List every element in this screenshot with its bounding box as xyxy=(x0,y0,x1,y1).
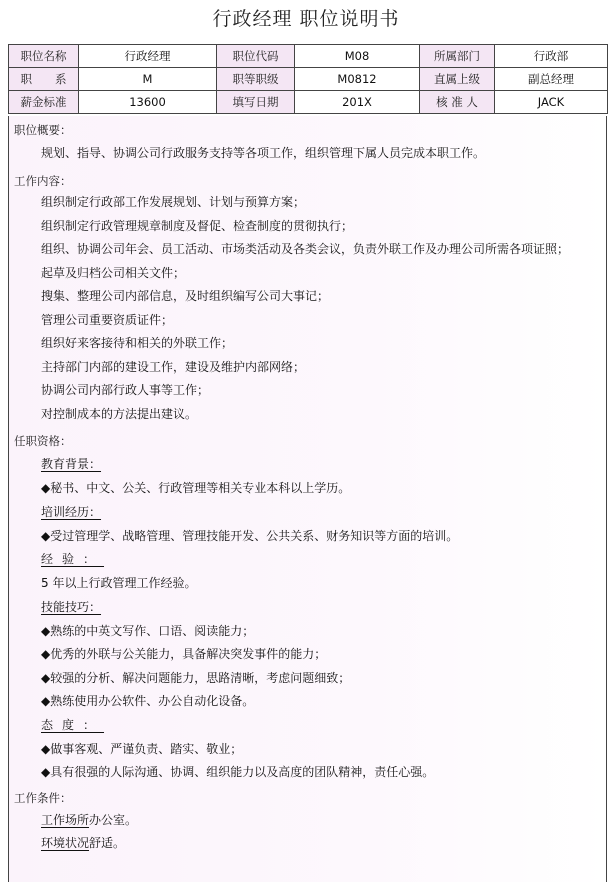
duty-item: 管理公司重要资质证件； xyxy=(41,312,174,327)
duty-item: 起草及归档公司相关文件； xyxy=(41,265,186,280)
info-value: 行政部 xyxy=(495,45,608,68)
duty-item: 组织、协调公司年会、员工活动、市场类活动及各类会议，负责外联工作及办理公司所需各项证照； xyxy=(41,242,570,256)
qualification-item: ◆受过管理学、战略管理、管理技能开发、公共关系、财务知识等方面的培训。 xyxy=(41,528,459,543)
info-label: 薪金标准 xyxy=(9,91,79,114)
qualification-item: ◆熟练使用办公软件、办公自动化设备。 xyxy=(41,694,255,708)
qualification-group-title: 经验： xyxy=(41,552,105,566)
qualification-item: ◆熟练的中英文写作、口语、阅读能力； xyxy=(41,623,255,638)
info-label: 职位代码 xyxy=(217,45,295,68)
condition-item xyxy=(41,834,125,851)
info-value: M xyxy=(79,68,217,91)
info-value: 行政经理 xyxy=(79,45,217,68)
qualification-group-title: 培训经历： xyxy=(41,504,102,519)
qualification-item: ◆优秀的外联与公关能力，具备解决突发事件的能力； xyxy=(41,647,327,661)
section-heading: 工作条件： xyxy=(14,791,72,805)
document-title: 行政经理 职位说明书 xyxy=(212,8,400,30)
duty-item: 主持部门内部的建设工作，建设及维护内部网络； xyxy=(41,359,306,374)
condition-value: 办公室。 xyxy=(89,813,138,827)
info-value: 副总经理 xyxy=(495,68,608,91)
section-qualifications xyxy=(8,427,607,783)
duty-item: 对控制成本的方法提出建议。 xyxy=(41,406,198,421)
section-heading: 职位概要： xyxy=(14,123,72,137)
condition-value: 舒适。 xyxy=(89,836,126,850)
duty-item: 组织好来客接待和相关的外联工作； xyxy=(41,336,234,350)
condition-label: 工作场所 xyxy=(41,813,90,827)
section-duties xyxy=(8,170,607,428)
info-row xyxy=(9,91,608,114)
section-heading: 工作内容： xyxy=(14,174,72,188)
qualification-group-title: 态度： xyxy=(41,717,105,732)
info-label: 职 系 xyxy=(9,68,79,91)
qualification-item: ◆秘书、中文、公关、行政管理等相关专业本科以上学历。 xyxy=(41,481,351,495)
info-row xyxy=(9,45,608,68)
info-value: M0812 xyxy=(295,68,420,91)
condition-item xyxy=(41,811,137,828)
duty-item: 组织制定行政管理规章制度及督促、检查制度的贯彻执行； xyxy=(41,218,354,233)
info-value: JACK xyxy=(495,91,608,114)
qualification-item: ◆较强的分析、解决问题能力，思路清晰，考虑问题细致； xyxy=(41,670,351,685)
section-heading: 任职资格： xyxy=(14,434,72,448)
info-label: 所属部门 xyxy=(420,45,495,68)
info-label: 填写日期 xyxy=(217,91,295,114)
info-value: 13600 xyxy=(79,91,217,114)
section-conditions xyxy=(8,782,607,882)
duty-item: 搜集、整理公司内部信息，及时组织编写公司大事记； xyxy=(41,289,330,303)
info-value: M08 xyxy=(295,45,420,68)
info-label: 直属上级 xyxy=(420,68,495,91)
info-row xyxy=(9,68,608,91)
qualification-group-title: 技能技巧： xyxy=(41,599,102,614)
info-label: 职等职级 xyxy=(217,68,295,91)
qualification-item: ◆具有很强的人际沟通、协调、组织能力以及高度的团队精神，责任心强。 xyxy=(41,765,435,779)
duty-item: 组织制定行政部工作发展规划、计划与预算方案； xyxy=(41,195,306,209)
section-overview xyxy=(8,116,607,171)
duty-item: 协调公司内部行政人事等工作； xyxy=(41,383,210,397)
info-label: 职位名称 xyxy=(9,45,79,68)
info-value: 201X xyxy=(295,91,420,114)
condition-label: 环境状况 xyxy=(41,836,90,850)
qualification-item: 5 年以上行政管理工作经验。 xyxy=(41,576,197,590)
info-label: 核 准 人 xyxy=(420,91,495,114)
job-info-table xyxy=(8,44,608,114)
overview-text: 规划、指导、协调公司行政服务支持等各项工作，组织管理下属人员完成本职工作。 xyxy=(41,146,486,160)
qualification-group-title: 教育背景： xyxy=(41,457,102,471)
qualification-item: ◆做事客观、严谨负责、踏实、敬业； xyxy=(41,741,243,756)
